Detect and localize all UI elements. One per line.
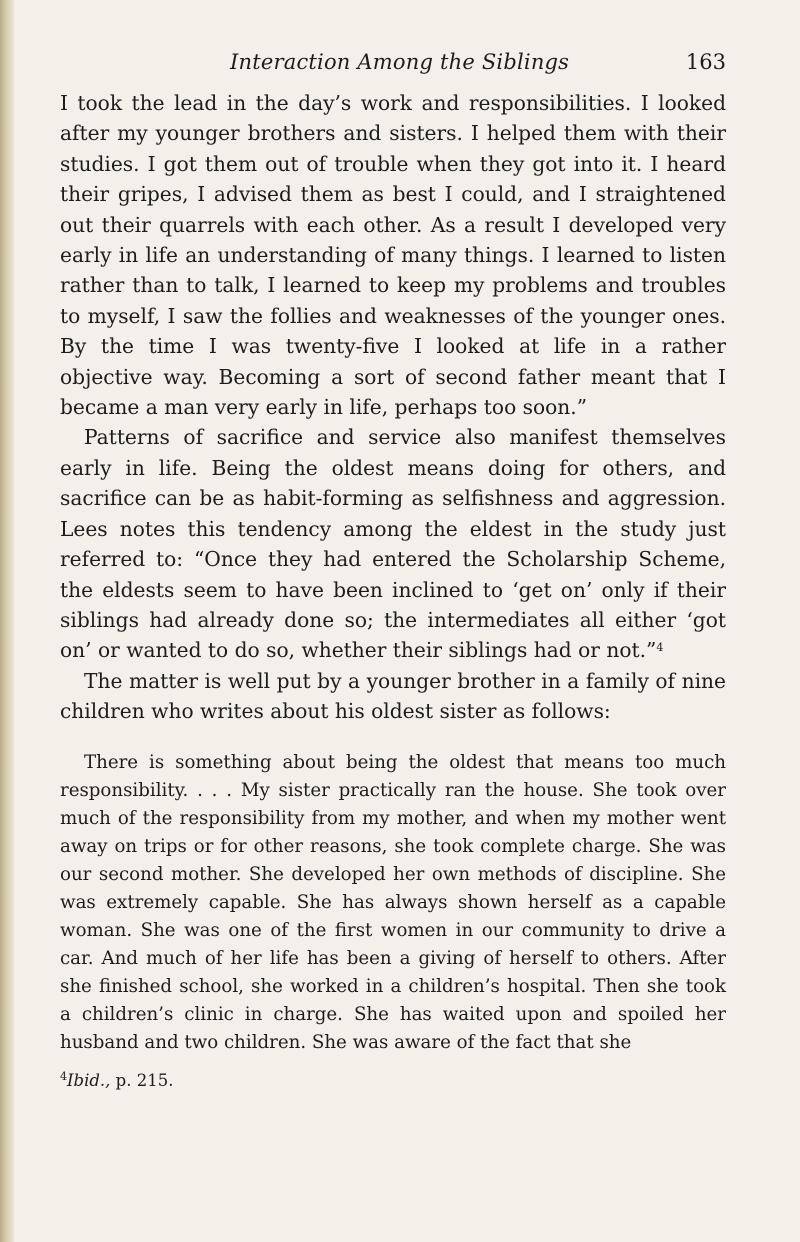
paragraph-2-text: Patterns of sacrifice and service also manifest themselves early in life. Being the oldest means doing for others, and sacrifice can be as habit-forming as selfishness and aggression. Lees notes this tendency among the eldest in the study just referred to: “Once they had entered the Scholarship Scheme, the eldests seem to have been inclined to ‘get on’ only if their siblings had already done so; the intermediates all either ‘got on’ or wanted to do so, whether their siblings had or not.” xyxy=(60,425,726,663)
book-binding-edge xyxy=(0,0,14,1242)
footnote-marker: 4 xyxy=(60,1069,67,1083)
paragraph-younger-brother xyxy=(60,666,726,727)
block-quote-text: There is something about being the oldest that means too much responsibility. . . . My sister practically ran the house. She took over much of the responsibility from my mother, and when my mother went away on trips or for other reasons, she took complete charge. She was our second mother. She developed her own methods of discipline. She was extremely capable. She has always shown herself as a capable woman. She was one of the first women in our community to drive a car. And much of her life has been a giving of herself to others. After she finished school, she worked in a children’s hospital. Then she took a children’s clinic in charge. She has waited upon and spoiled her husband and two children. She was aware of the fact that she xyxy=(60,751,726,1053)
page-number: 163 xyxy=(685,50,726,74)
block-quote xyxy=(60,749,726,1057)
footnote-reference[interactable]: 4 xyxy=(656,641,664,655)
book-page xyxy=(60,40,726,1093)
paragraph-1-text: I took the lead in the day’s work and responsibilities. I looked after my younger brothers and sisters. I helped them with their studies. I got them out of trouble when they got into it. I heard their gripes, I advised them as best I could, and I straightened out their quarrels with each other. As a result I developed very early in life an understanding of many things. I learned to listen rather than to talk, I learned to keep my problems and troubles to myself, I saw the follies and weaknesses of the younger ones. By the time I was twenty-five I looked at life in a rather objective way. Becoming a sort of second father meant that I became a man very early in life, perhaps too soon.” xyxy=(60,91,726,420)
paragraph-sacrifice xyxy=(60,422,726,665)
paragraph-3-text: The matter is well put by a younger brother in a family of nine children who writes about his oldest sister as follows: xyxy=(60,668,726,724)
running-header xyxy=(60,40,726,88)
running-title: Interaction Among the Siblings xyxy=(230,50,570,74)
footnote-source: Ibid., xyxy=(67,1070,111,1090)
paragraph-continued-quote xyxy=(60,88,726,422)
footnote xyxy=(60,1069,726,1093)
footnote-page: p. 215. xyxy=(115,1070,174,1090)
